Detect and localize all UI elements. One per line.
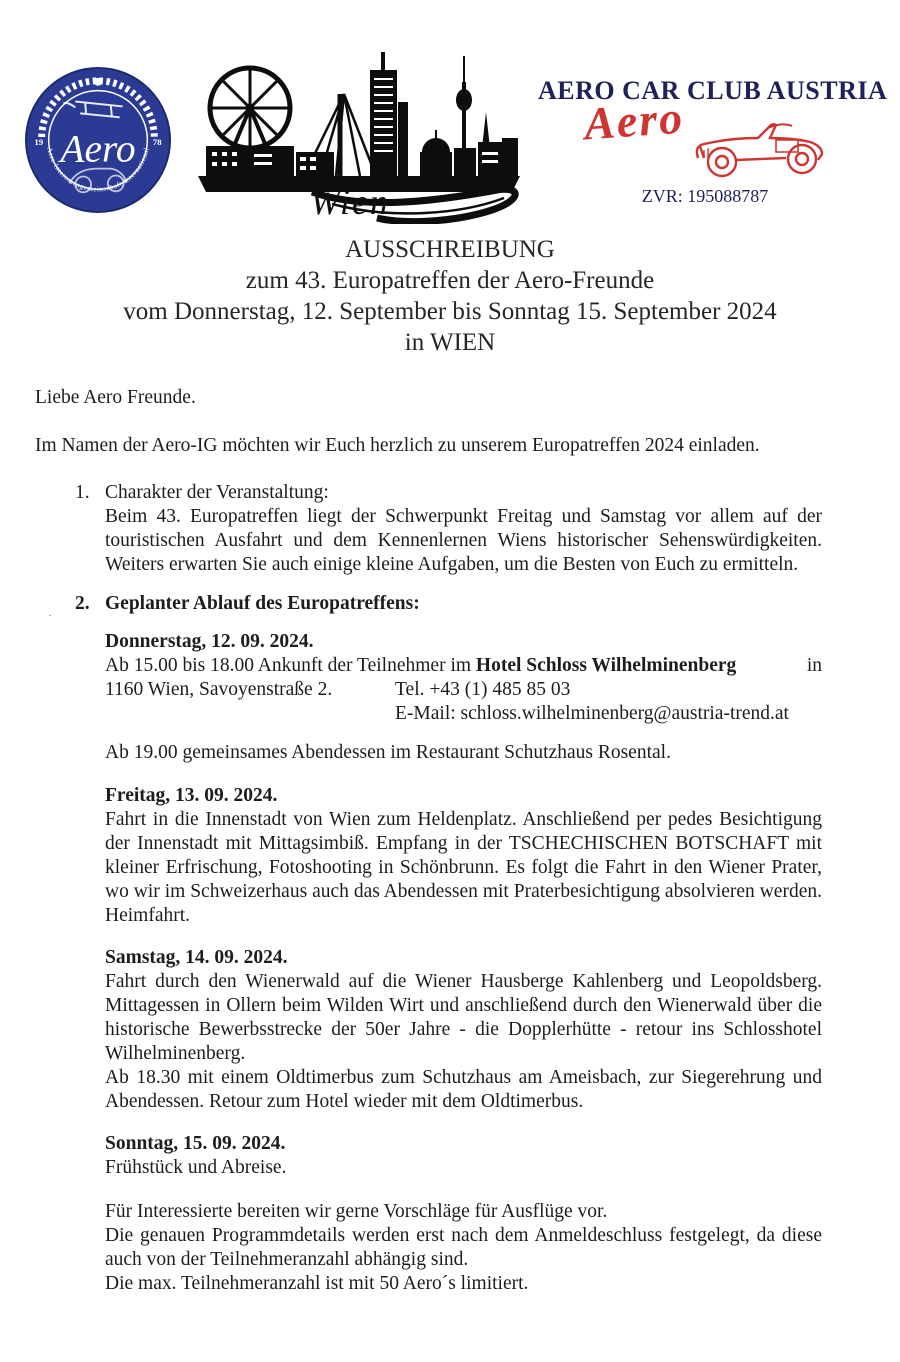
freitag-heading: Freitag, 13. 09. 2024. — [105, 785, 278, 806]
badge-script-label: Aero — [60, 126, 136, 171]
arrival-text-end: in — [806, 655, 822, 676]
arrival-text: Ab 15.00 bis 18.00 Ankunft der Teilnehmer im — [105, 655, 476, 676]
title-line-3: vom Donnerstag, 12. September bis Sonntag 15. September 2024 — [123, 298, 777, 325]
donnerstag-dinner: Ab 19.00 gemeinsames Abendessen im Restaurant Schutzhaus Rosental. — [105, 742, 671, 763]
donnerstag-arrival-row — [105, 654, 822, 678]
salutation: Liebe Aero Freunde. — [35, 387, 196, 408]
club-name: AERO CAR CLUB AUSTRIA — [538, 76, 888, 105]
ferris-wheel-icon — [210, 68, 290, 148]
section-1-body: Beim 43. Europatreffen liegt der Schwerpunkt Freitag und Samstag vor allem auf der touristischen Ausfahrt und dem Kennenlernen Wiens historischer Sehenswürdigkeiten. Weiters erwarten Sie auch einige kleine Aufgaben, um die Besten von Euch zu ermitteln. — [105, 506, 822, 575]
samstag-body-2: Ab 18.30 mit einem Oldtimerbus zum Schutzhaus am Ameisbach, zur Siegerehrung und Abendessen. Retour zum Hotel wieder mit dem Oldtimerbus. — [105, 1067, 822, 1112]
aero-ig-badge-logo — [24, 66, 172, 214]
title-line-1: AUSSCHREIBUNG — [345, 236, 555, 263]
section-1-heading-row — [75, 481, 865, 505]
title-block — [0, 234, 900, 358]
document-header — [0, 0, 900, 232]
hotel-address: 1160 Wien, Savoyenstraße 2. — [105, 679, 333, 700]
section-1-heading: Charakter der Veranstaltung: — [105, 482, 329, 503]
invitation-text: Im Namen der Aero-IG möchten wir Euch herzlich zu unserem Europatreffen 2024 einladen. — [35, 435, 760, 456]
badge-year-right: 78 — [152, 136, 162, 147]
day-block-samstag — [105, 946, 822, 1114]
day-block-sonntag — [105, 1132, 822, 1180]
closing-block — [105, 1200, 822, 1296]
day-block-donnerstag — [105, 630, 822, 765]
title-line-4: in WIEN — [404, 329, 496, 356]
club-zvr-number: ZVR: 195088787 — [641, 186, 769, 206]
section-1-number: 1. — [75, 482, 90, 503]
closing-line-2: Die genauen Programmdetails werden erst nach dem Anmeldeschluss festgelegt, da diese auch von der Teilnehmeranzahl abhängig sind. — [105, 1225, 822, 1270]
day-block-freitag — [105, 784, 822, 928]
title-line-2: zum 43. Europatreffen der Aero-Freunde — [245, 267, 655, 294]
closing-line-3: Die max. Teilnehmeranzahl ist mit 50 Aero´s limitiert. — [105, 1273, 529, 1294]
hotel-email: E-Mail: schloss.wilhelminenberg@austria-trend.at — [395, 703, 789, 724]
document-body — [35, 386, 865, 1296]
vintage-car-icon — [680, 102, 840, 182]
donnerstag-contact-row — [105, 678, 822, 702]
badge-year-left: 19 — [34, 136, 44, 147]
freitag-body: Fahrt in die Innenstadt von Wien zum Heldenplatz. Anschließend per pedes Besichtigung der Innenstadt mit Mittagsimbiß. Empfang in der TSCHECHISCHEN BOTSCHAFT mit kleiner Erfrischung, Fotoshooting in Schönbrunn. Es folgt die Fahrt in den Wiener Prater, wo wir im Schweizerhaus auch das Abendessen mit Praterbesichtigung absolvieren werden. Heimfahrt. — [105, 809, 822, 926]
section-2-heading: Geplanter Ablauf des Europatreffens: — [105, 593, 420, 614]
section-2-number: 2. — [75, 593, 90, 614]
sonntag-body: Frühstück und Abreise. — [105, 1157, 287, 1178]
club-header — [538, 76, 888, 212]
badge-ring-text: Aero Interessengemeinschaft International — [45, 146, 151, 194]
donnerstag-heading: Donnerstag, 12. 09. 2024. — [105, 631, 314, 652]
wien-script-label: Wien — [310, 182, 390, 222]
hotel-phone: Tel. +43 (1) 485 85 03 — [395, 679, 571, 700]
vienna-skyline-logo — [192, 42, 526, 224]
closing-line-1: Für Interessierte bereiten wir gerne Vorschläge für Ausflüge vor. — [105, 1201, 608, 1222]
samstag-heading: Samstag, 14. 09. 2024. — [105, 947, 288, 968]
section-2-heading-row — [75, 592, 865, 616]
samstag-body-1: Fahrt durch den Wienerwald auf die Wiener Hausberge Kahlenberg und Leopoldsberg. Mittagessen in Ollern beim Wilden Wirt und anschließend durch den Wienerwald über die historische Bewerbsstrecke der 50er Jahre - die Dopplerhütte - retour ins Schlosshotel Wilhelminenberg. — [105, 971, 822, 1064]
scan-artifact-dot: · — [48, 608, 52, 622]
club-aero-script: Aero — [582, 91, 686, 150]
sonntag-heading: Sonntag, 15. 09. 2024. — [105, 1133, 286, 1154]
hotel-name: Hotel Schloss Wilhelminenberg — [475, 655, 737, 676]
